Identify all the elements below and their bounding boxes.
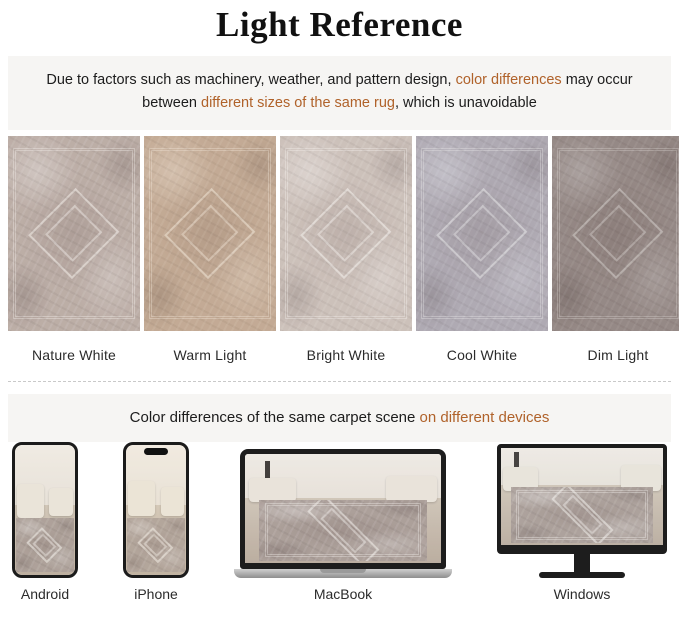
device-difference-notice bbox=[8, 394, 671, 442]
notice-highlight-different-sizes: different sizes of the same rug bbox=[201, 95, 395, 111]
android-phone-screen bbox=[15, 445, 75, 575]
light-swatch-row bbox=[0, 130, 679, 363]
rug-swatch-bright-white bbox=[280, 136, 412, 331]
devices-band-highlight: on different devices bbox=[419, 409, 550, 426]
rug-swatch-cool-white bbox=[416, 136, 548, 331]
device-label: iPhone bbox=[134, 586, 178, 602]
notice-text-part1: Due to factors such as machinery, weather, and pattern design, bbox=[46, 72, 456, 88]
swatch-cell-cool-white bbox=[416, 136, 548, 363]
rug-texture bbox=[280, 136, 412, 331]
device-cell-windows bbox=[497, 444, 667, 602]
page-title: Light Reference bbox=[216, 5, 463, 44]
rug-texture bbox=[416, 136, 548, 331]
device-label: Windows bbox=[553, 586, 611, 602]
device-cell-iphone bbox=[123, 442, 189, 602]
notice-highlight-color-differences: color differences bbox=[455, 72, 562, 88]
iphone-screen bbox=[126, 445, 186, 575]
macbook-frame bbox=[234, 449, 452, 578]
swatch-cell-nature-white bbox=[8, 136, 140, 363]
device-label: MacBook bbox=[313, 586, 373, 602]
rug-texture bbox=[8, 136, 140, 331]
rug-swatch-warm-light bbox=[144, 136, 276, 331]
devices-band-text: Color differences of the same carpet scene bbox=[129, 409, 420, 426]
swatch-label: Bright White bbox=[306, 347, 386, 363]
swatch-label: Cool White bbox=[446, 347, 518, 363]
device-cell-android bbox=[12, 442, 78, 602]
android-phone-frame bbox=[12, 442, 78, 578]
swatch-cell-dim-light bbox=[552, 136, 679, 363]
rug-swatch-nature-white bbox=[8, 136, 140, 331]
device-label: Android bbox=[20, 586, 70, 602]
device-preview-row bbox=[0, 442, 679, 602]
rug-texture bbox=[144, 136, 276, 331]
rug-texture bbox=[552, 136, 679, 331]
monitor-neck bbox=[574, 554, 590, 572]
notice-text-part2: may occur between bbox=[142, 72, 633, 111]
macbook-base bbox=[234, 569, 452, 578]
swatch-cell-bright-white bbox=[280, 136, 412, 363]
device-cell-macbook bbox=[234, 449, 452, 602]
windows-monitor-frame bbox=[497, 444, 667, 578]
color-difference-notice bbox=[8, 56, 671, 130]
swatch-cell-warm-light bbox=[144, 136, 276, 363]
swatch-label: Nature White bbox=[31, 347, 117, 363]
notice-text-part3: , which is unavoidable bbox=[394, 95, 537, 111]
windows-monitor-screen bbox=[497, 444, 667, 554]
iphone-frame bbox=[123, 442, 189, 578]
swatch-label: Warm Light bbox=[173, 347, 247, 363]
section-divider bbox=[8, 381, 671, 382]
macbook-screen bbox=[240, 449, 446, 569]
iphone-notch bbox=[144, 448, 168, 455]
rug-swatch-dim-light bbox=[552, 136, 679, 331]
swatch-label: Dim Light bbox=[587, 347, 649, 363]
